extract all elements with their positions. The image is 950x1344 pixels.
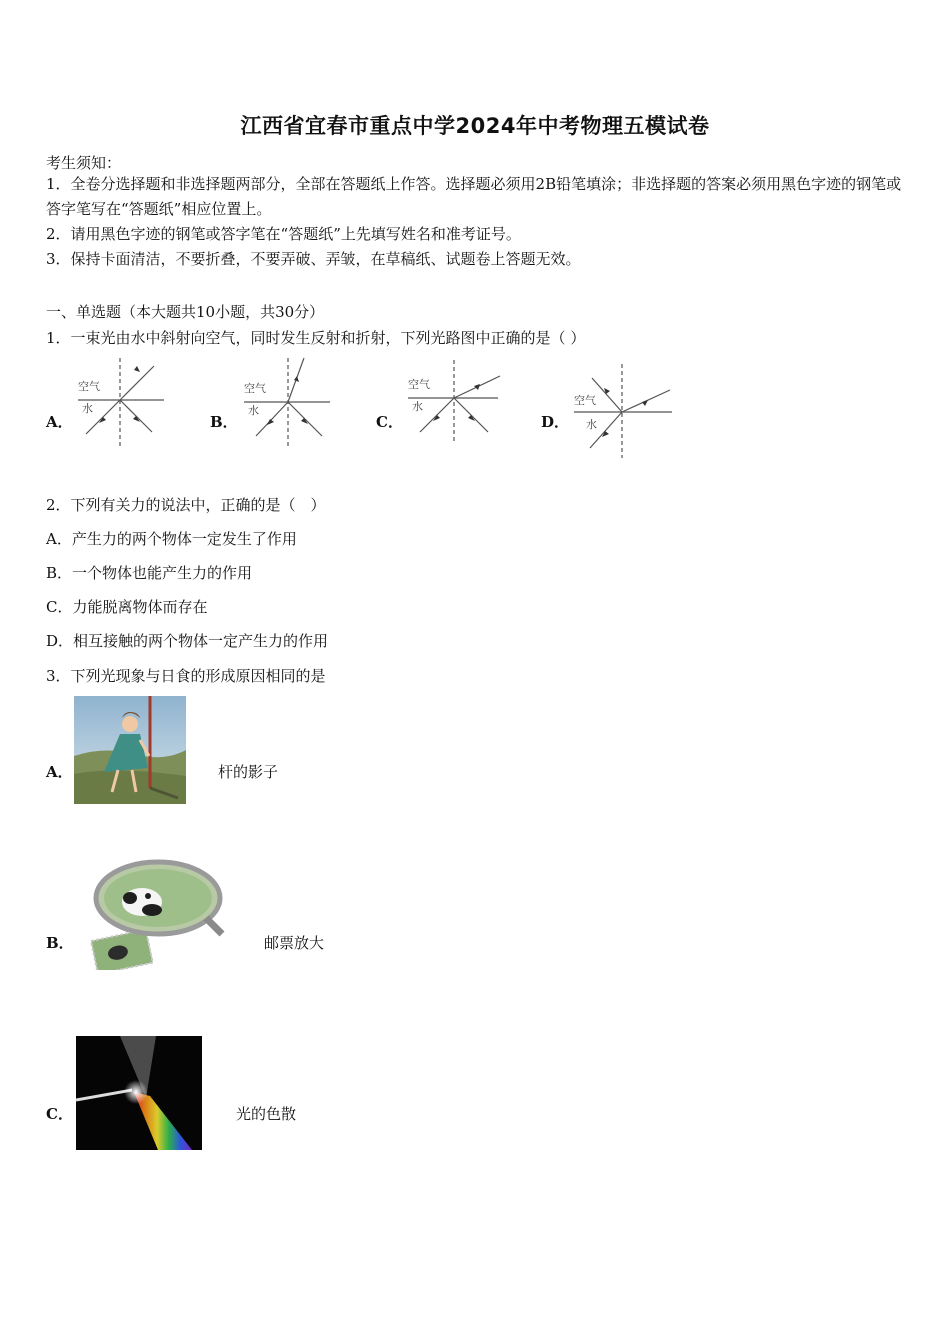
q1-option-d-label[interactable]: D． <box>541 413 570 431</box>
air-label: 空气 <box>78 380 100 393</box>
q1-option-b-label[interactable]: B． <box>210 413 238 431</box>
question-1-stem: 1．一束光由水中斜射向空气，同时发生反射和折射，下列光路图中正确的是（ ） <box>46 329 586 347</box>
q2-option-d[interactable]: D．相互接触的两个物体一定产生力的作用 <box>46 632 329 650</box>
q3-option-c-caption: 光的色散 <box>236 1105 297 1123</box>
air-label: 空气 <box>244 382 266 395</box>
q3-option-a-caption: 杆的影子 <box>218 763 279 781</box>
q1-diagram-a <box>76 356 168 448</box>
air-label: 空气 <box>574 394 596 407</box>
q1-diagram-d <box>572 362 676 460</box>
notice-item: 3．保持卡面清洁，不要折叠，不要弄破、弄皱，在草稿纸、试题卷上答题无效。 <box>46 250 581 268</box>
q2-option-c[interactable]: C．力能脱离物体而存在 <box>46 598 208 616</box>
question-2-stem: 2．下列有关力的说法中，正确的是（ ） <box>46 496 326 514</box>
girl-pole-shadow-image <box>74 696 186 804</box>
prism-dispersion-image <box>76 1036 202 1150</box>
q3-option-c-label[interactable]: C． <box>46 1105 73 1123</box>
q1-diagram-b <box>242 356 334 448</box>
q3-option-a-label[interactable]: A． <box>46 763 73 781</box>
water-label: 水 <box>248 404 259 417</box>
q2-option-b[interactable]: B．一个物体也能产生力的作用 <box>46 564 253 582</box>
water-label: 水 <box>82 402 93 415</box>
notice-item: 2．请用黑色字迹的钢笔或答字笔在“答题纸”上先填写姓名和准考证号。 <box>46 225 521 243</box>
q1-diagram-c <box>406 356 506 448</box>
q3-option-b-caption: 邮票放大 <box>264 934 325 952</box>
q1-option-a-label[interactable]: A． <box>46 413 73 431</box>
notice-list <box>46 172 906 272</box>
q3-option-b-label[interactable]: B． <box>46 934 74 952</box>
air-label: 空气 <box>408 378 430 391</box>
section-heading: 一、单选题（本大题共10小题，共30分） <box>46 303 325 321</box>
notice-heading: 考生须知： <box>46 154 122 172</box>
q1-option-c-label[interactable]: C． <box>376 413 403 431</box>
magnifier-stamp-image <box>80 850 230 970</box>
page-title: 江西省宜春市重点中学2024年中考物理五模试卷 <box>240 114 710 138</box>
water-label: 水 <box>412 400 423 413</box>
water-label: 水 <box>586 418 597 431</box>
question-3-stem: 3．下列光现象与日食的形成原因相同的是 <box>46 667 326 685</box>
q2-option-a[interactable]: A．产生力的两个物体一定发生了作用 <box>46 530 297 548</box>
notice-item: 1．全卷分选择题和非选择题两部分，全部在答题纸上作答。选择题必须用2B铅笔填涂；非选择题的答案必须用黑色字迹的钢笔或答字笔写在“答题纸”相应位置上。 <box>46 175 902 218</box>
